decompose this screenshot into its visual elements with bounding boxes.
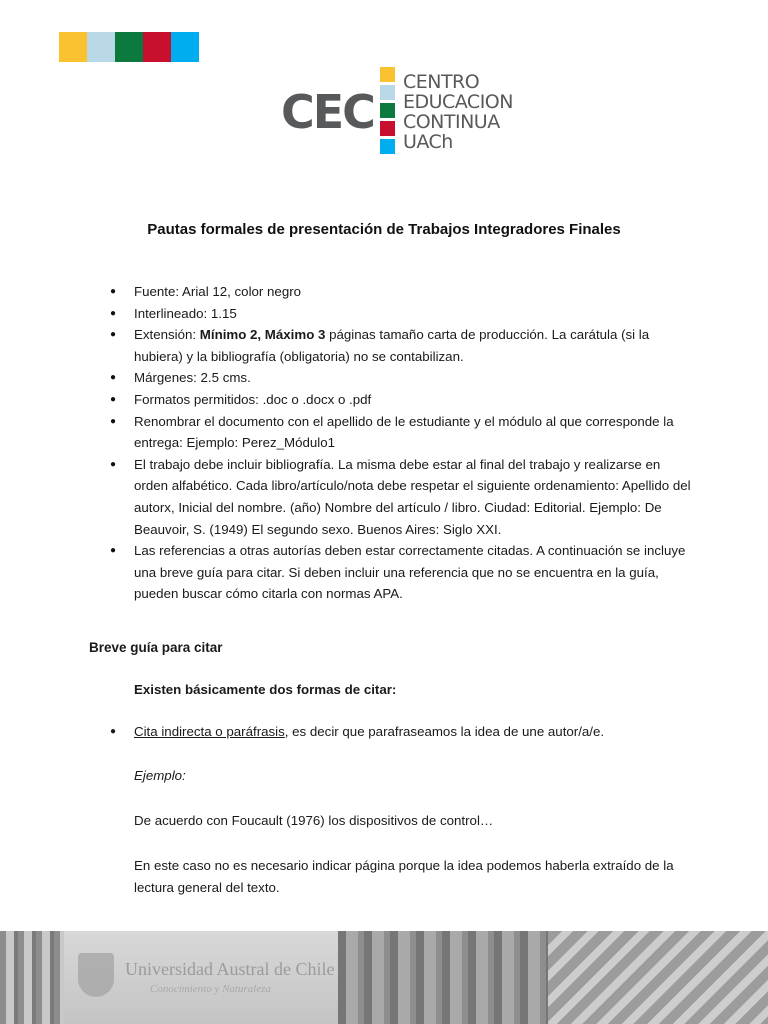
- rule-item: ● Márgenes: 2.5 cms.: [134, 367, 694, 389]
- classroom-photo: [338, 931, 548, 1024]
- citation-type-item: [134, 724, 604, 739]
- guide-intro: Existen básicamente dos formas de citar:: [134, 682, 397, 697]
- university-seal-icon: [78, 953, 114, 997]
- citation-term: Cita indirecta o paráfrasis: [134, 724, 285, 739]
- logo-bar: [380, 67, 395, 82]
- explanation-text: En este caso no es necesario indicar página porque la idea podemos haberla extraído de la lectura general del texto.: [134, 858, 674, 895]
- section-heading: Breve guía para citar: [89, 640, 223, 655]
- rules-list: [134, 281, 694, 605]
- color-swatch-cyan: [171, 32, 199, 62]
- campus-photo: [548, 931, 768, 1024]
- logo-bar: [380, 85, 395, 100]
- logo-wordmark: [403, 72, 513, 152]
- logo-bar: [380, 103, 395, 118]
- logo-color-bars: [380, 67, 395, 157]
- university-tagline: Conocimiento y Naturaleza: [150, 983, 271, 995]
- rule-emphasis: Mínimo 2, Máximo 3: [199, 327, 326, 343]
- color-swatch-lightblue: [87, 32, 115, 62]
- document-title: Pautas formales de presentación de Trabajos Integradores Finales: [147, 221, 621, 239]
- logo-line: UACh: [402, 131, 453, 153]
- logo-line: CONTINUA: [402, 111, 500, 133]
- cec-logo: [281, 66, 513, 158]
- footer-banner: [0, 931, 768, 1024]
- rule-text: páginas tamaño carta de producción. La carátula (si la hubiera) y la bibliografía (obligatoria) no se contabilizan.: [134, 327, 650, 364]
- example-label: Ejemplo:: [134, 768, 186, 783]
- rule-item: ● Fuente: Arial 12, color negro: [134, 281, 694, 303]
- logo-line: CENTRO: [402, 71, 480, 93]
- campus-photo: [0, 931, 64, 1024]
- logo-line: EDUCACION: [402, 91, 513, 113]
- rule-item: ● El trabajo debe incluir bibliografía. La misma debe estar al final del trabajo y realizarse en orden alfabético. Cada libro/artículo/nota debe respetar el siguiente ordenamiento: Apellido del autorx, Inicial del nombre. (año) Nombre del artículo / libro. Ciudad: Editorial. Ejemplo: De Beauvoir, S. (1949) El segundo sexo. Buenos Aires: Siglo XXI.: [134, 454, 694, 540]
- logo-bar: [380, 139, 395, 154]
- citation-description: , es decir que parafraseamos la idea de une autor/a/e.: [284, 724, 605, 739]
- logo-bar: [380, 121, 395, 136]
- color-swatch-yellow: [59, 32, 87, 62]
- rule-item: ● Renombrar el documento con el apellido de le estudiante y el módulo al que corresponde la entrega: Ejemplo: Perez_Módulo1: [134, 411, 694, 454]
- example-text: De acuerdo con Foucault (1976) los dispositivos de control…: [134, 813, 494, 828]
- rule-text: Extensión:: [134, 327, 200, 343]
- rule-item: ● Las referencias a otras autorías deben estar correctamente citadas. A continuación se incluye una breve guía para citar. Si deben incluir una referencia que no se encuentra en la guía, pueden buscar cómo citarla con normas APA.: [134, 540, 694, 605]
- university-name: Universidad Austral de Chile: [125, 959, 335, 979]
- color-swatch-green: [115, 32, 143, 62]
- rule-item: ● Interlineado: 1.15: [134, 303, 694, 325]
- rule-item: [134, 324, 694, 367]
- color-swatch-red: [143, 32, 171, 62]
- rule-item: ● Formatos permitidos: .doc o .docx o .pdf: [134, 389, 694, 411]
- logo-mark: CEC: [281, 85, 374, 139]
- color-strip: [59, 32, 199, 62]
